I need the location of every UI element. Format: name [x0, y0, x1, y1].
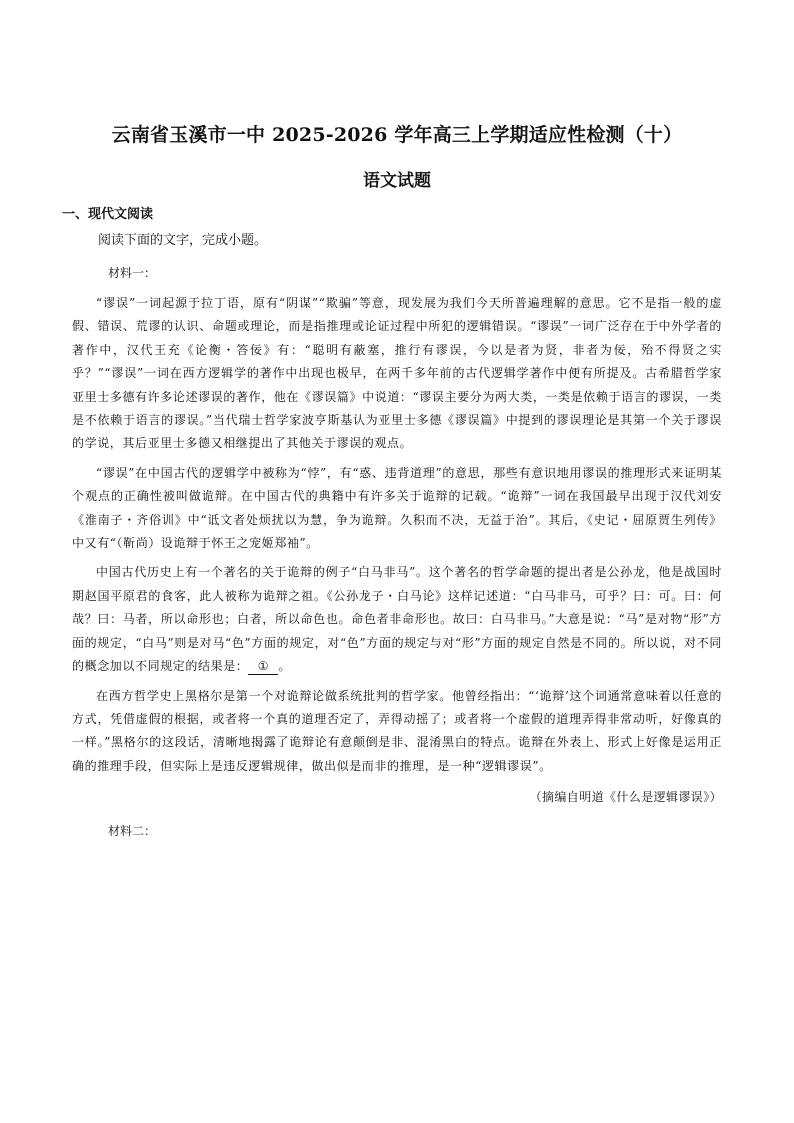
section-heading: 一、现代文阅读 [62, 207, 154, 222]
material-one-label: 材料一： [108, 266, 157, 280]
material-one-paragraph-4: 在西方哲学史上黑格尔是第一个对诡辩论做系统批判的哲学家。他曾经指出：“‘诡辩’这个词通常意味着以任意的方式，凭借虚假的根据，或者将一个真的道理否定了，弄得动摇了；或者将一个虚假的道理弄得非常动听，好像真的一样。”黑格尔的这段话，清晰地揭露了诡辩论有意颠倒是非、混淆黑白的特点。诡辩在外表上、形式上好像是运用正确的推理手段，但实际上是违反逻辑规律，做出似是而非的推理，是一种“逻辑谬误”。 [72, 688, 722, 773]
paragraph-3-end: 。 [278, 659, 292, 674]
material-one-paragraph-2: “谬误”在中国古代的逻辑学中被称为“悖”，有“惑、违背道理”的意思，那些有意识地用谬误的推理形式来证明某个观点的正确性被叫做诡辩。在中国古代的典籍中有许多关于诡辩的记载。“诡辩”一词在我国最早出现于汉代刘安《淮南子・齐俗训》中“诋文者处烦扰以为慧，争为诡辩。久积而不决，无益于治”。其后，《史记・屈原贾生列传》中又有“（靳尚）设诡辩于怀王之宠姬郑袖”。 [72, 465, 722, 551]
material-two-label: 材料二： [108, 824, 157, 839]
document-page [62, 120, 722, 850]
source-citation: （摘编自明道《什么是逻辑谬误》） [529, 790, 722, 805]
document-title: 云南省玉溪市一中 2025-2026 学年高三上学期适应性检测（十） [111, 124, 683, 146]
material-one-paragraph-3 [72, 561, 722, 678]
material-one-paragraph-1: “谬误”一词起源于拉丁语，原有“阴谋”“欺骗”等意，现发展为我们今天所普遍理解的意思。它不是指一般的虚假、错误、荒谬的认识、命题或理论，而是指推理或论证过程中所犯的逻辑错误。“谬误”一词广泛存在于中外学者的著作中，汉代王充《论衡・答佞》有：“聪明有蔽塞，推行有谬误，今以是者为贤，非者为佞，殆不得贤之实乎？”“谬误”一词在西方逻辑学的著作中出现也极早，在两千多年前的古代逻辑学著作中便有所提及。古希腊哲学家亚里士多德有许多论述谬误的著作，他在《谬误篇》中说道：“谬误主要分为两大类，一类是依赖于语言的谬误，一类是不依赖于语言的谬误。”当代瑞士哲学家波亨斯基认为亚里士多德《谬误篇》中提到的谬误理论是其第一个关于谬误的学说，其后亚里士多德又相继提出了其他关于谬误的观点。 [72, 296, 722, 451]
reading-instruction: 阅读下面的文字，完成小题。 [98, 233, 268, 248]
paragraph-3-text: 中国古代历史上有一个著名的关于诡辩的例子“白马非马”。这个著名的哲学命题的提出者是公孙龙，他是战国时期赵国平原君的食客，此人被称为诡辩之祖。《公孙龙子・白马论》这样记述道：“白马非马，可乎？曰：可。曰：何哉？曰：马者，所以命形也；白者，所以命色也。命色者非命形也。故曰：白马非马。”大意是说：“马”是对物“形”方面的规定，“白马”则是对马“色”方面的规定，对“色”方面的规定与对“形”方面的规定自然是不同的。所以说，对不同的概念加以不同规定的结果是： [72, 565, 722, 674]
answer-blank-1[interactable]: ① [248, 658, 278, 675]
document-subtitle: 语文试题 [363, 171, 431, 191]
